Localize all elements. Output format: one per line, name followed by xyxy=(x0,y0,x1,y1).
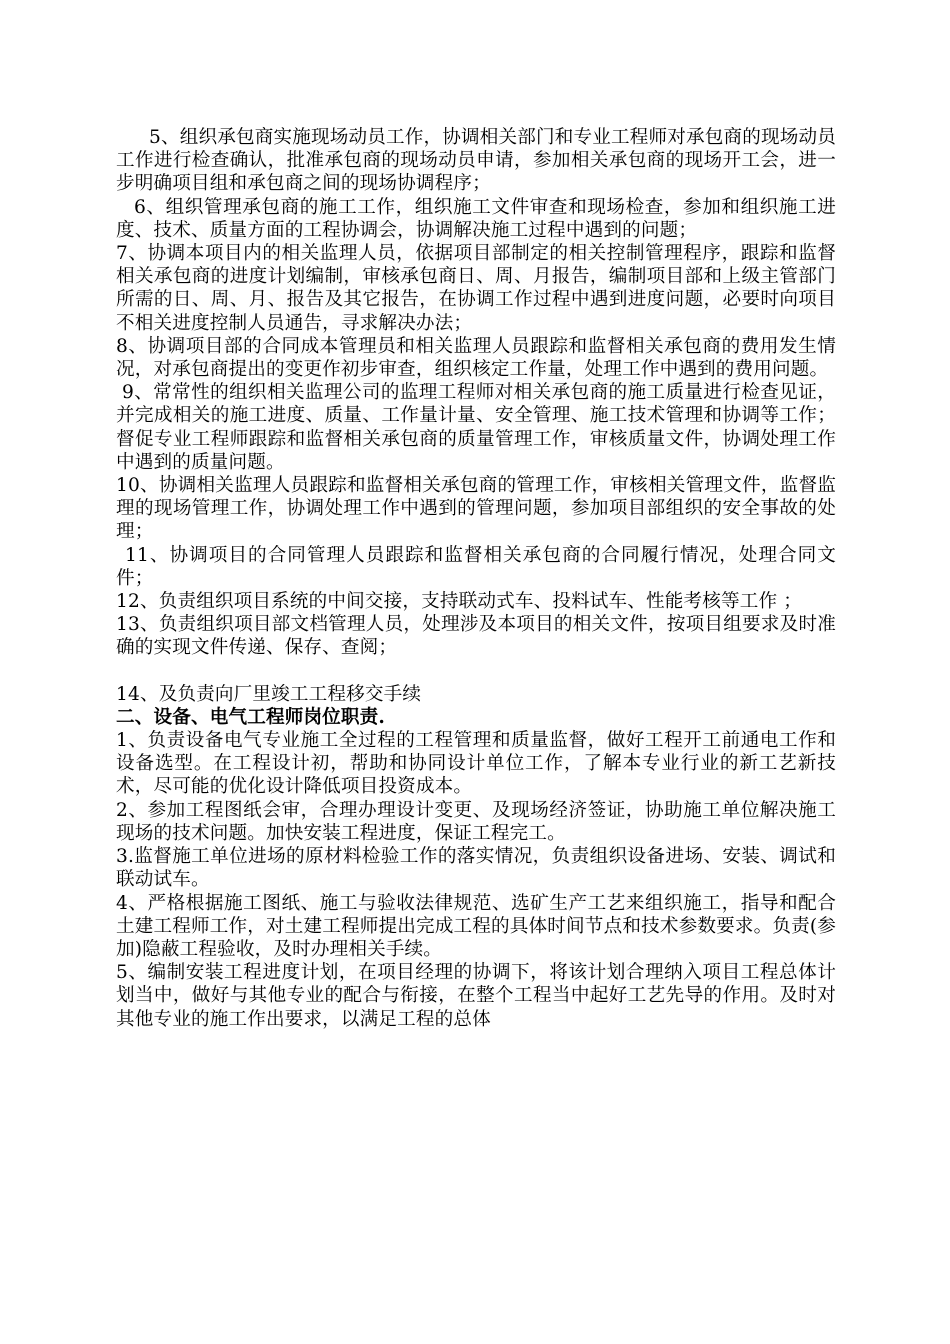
duty-item-2: 2、参加工程图纸会审，合理办理设计变更、及现场经济签证，协助施工单位解决施工现场的技术问题。加快安装工程进度，保证工程完工。 xyxy=(116,799,836,844)
section-heading: 二、设备、电气工程师岗位职责. xyxy=(116,706,386,728)
paragraph-item-5: 5、组织承包商实施现场动员工作，协调相关部门和专业工程师对承包商的现场动员工作进行检查确认，批准承包商的现场动员申请，参加相关承包商的现场开工会，进一步明确项目组和承包商之间的现场协调程序； xyxy=(116,127,836,195)
paragraph-item-8: 8、协调项目部的合同成本管理员和相关监理人员跟踪和监督相关承包商的费用发生情况，对承包商提出的变更作初步审查，组织核定工作量，处理工作中遇到的费用问题。 xyxy=(116,335,836,381)
duty-item-5: 5、编制安装工程进度计划，在项目经理的协调下，将该计划合理纳入项目工程总体计划当中，做好与其他专业的配合与衔接，在整个工程当中起好工艺先导的作用。及时对其他专业的施工作出要求，以满足工程的总体 xyxy=(116,962,836,1030)
paragraph-item-10: 10、协调相关监理人员跟踪和监督相关承包商的管理工作，审核相关管理文件，监督监理的现场管理工作，协调处理工作中遇到的管理问题，参加项目部组织的安全事故的处理； xyxy=(116,475,836,543)
paragraph-item-9: 9、常常性的组织相关监理公司的监理工程师对相关承包商的施工质量进行检查见证，并完成相关的施工进度、质量、工作量计量、安全管理、施工技术管理和协调等工作；督促专业工程师跟踪和监督相关承包商的质量管理工作，审核质量文件，协调处理工作中遇到的质量问题。 xyxy=(116,382,836,473)
duty-item-1: 1、负责设备电气专业施工全过程的工程管理和质量监督，做好工程开工前通电工作和设备选型。在工程设计初，帮助和协同设计单位工作，了解本专业行业的新工艺新技术，尽可能的优化设计降低项目投资成本。 xyxy=(116,730,836,798)
duty-item-4: 4、严格根据施工图纸、施工与验收法律规范、选矿生产工艺来组织施工，指导和配合土建工程师工作，对土建工程师提出完成工程的具体时间节点和技术参数要求。负责(参加)隐蔽工程验收，及时办理相关手续。 xyxy=(116,892,836,960)
paragraph-item-12: 12、负责组织项目系统的中间交接，支持联动式车、投料试车、性能考核等工作 ； xyxy=(116,591,803,613)
paragraph-item-13: 13、负责组织项目部文档管理人员，处理涉及本项目的相关文件，按项目组要求及时准确的实现文件传递、保存、查阅； xyxy=(116,614,836,659)
paragraph-item-14: 14、及负责向厂里竣工工程移交手续 xyxy=(116,683,422,705)
paragraph-item-6: 6、组织管理承包商的施工工作，组织施工文件审查和现场检查，参加和组织施工进度、技术、质量方面的工程协调会，协调解决施工过程中遇到的问题； xyxy=(116,196,836,241)
document-page xyxy=(116,126,836,1031)
duty-item-3: 3.监督施工单位进场的原材料检验工作的落实情况，负责组织设备进场、安装、调试和联动试车。 xyxy=(116,846,836,891)
paragraph-item-11: 11、协调项目的合同管理人员跟踪和监督相关承包商的合同履行情况，处理合同文件； xyxy=(116,544,836,589)
paragraph-item-7: 7、协调本项目内的相关监理人员，依据项目部制定的相关控制管理程序，跟踪和监督相关承包商的进度计划编制，审核承包商日、周、月报告，编制项目部和上级主管部门所需的日、周、月、报告及其它报告，在协调工作过程中遇到进度问题，必要时向项目不相关进度控制人员通告，寻求解决办法； xyxy=(116,243,836,334)
blank-line xyxy=(116,660,836,683)
